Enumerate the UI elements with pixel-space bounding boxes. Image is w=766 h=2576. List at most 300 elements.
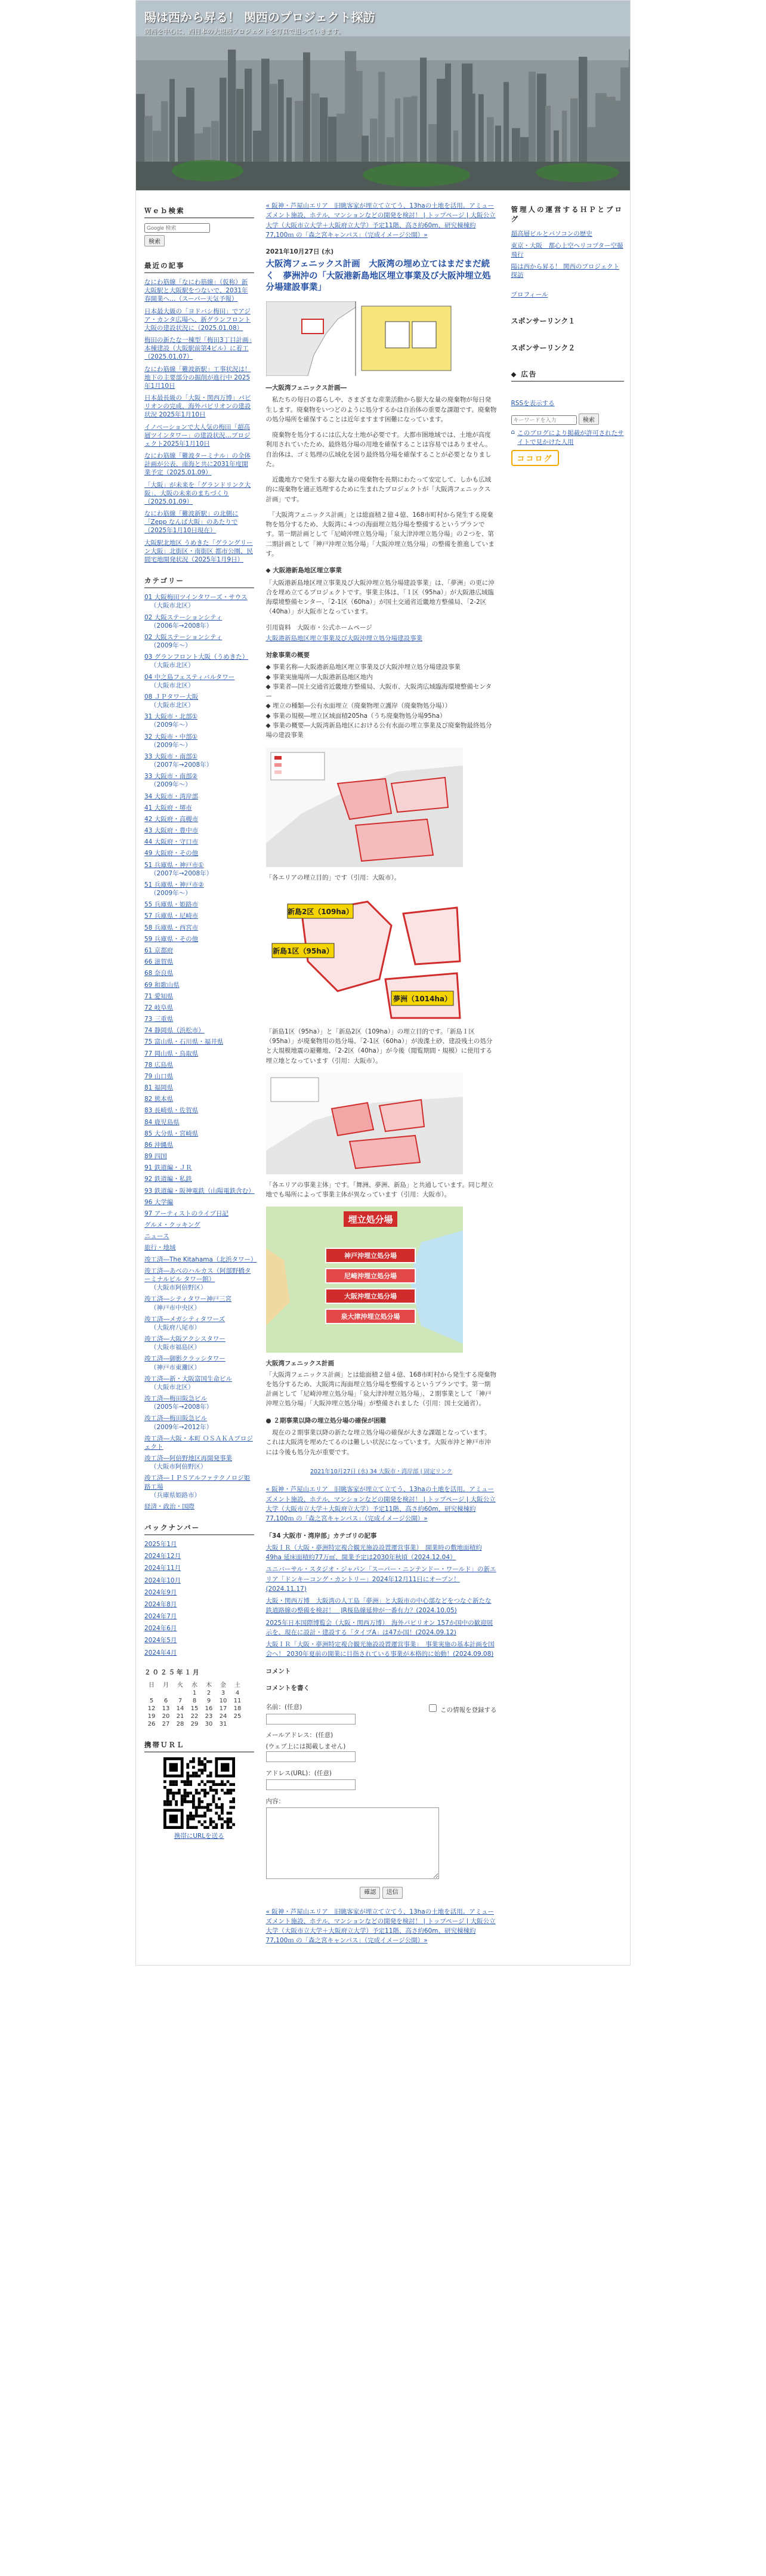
submit-button[interactable]: 送信 bbox=[382, 1887, 403, 1899]
remember-checkbox[interactable] bbox=[429, 1704, 437, 1712]
category-link[interactable]: 34 大阪市・湾岸部 bbox=[144, 792, 199, 800]
backnumber-link[interactable]: 2024年10月 bbox=[144, 1577, 181, 1584]
recent-post-link[interactable]: 日本最大級の「ヨドバシ梅田」でアジア・カンタ広場へ、新グランフロント大阪の建設状況に（2025.01.08） bbox=[144, 307, 251, 332]
recent-post-link[interactable]: なにわ筋線「難波新駅」工事状況は！地下の主要部分の掘削が進行中 2025年1月10日 bbox=[144, 365, 251, 390]
figure-4-caption: 「大阪湾フェニックス計画」とは総面積２億４億、168市町村から発生する廃棄物を処分するため、大阪湾に海面埋立処分場を整備するというプランです。第一期計画として「尼崎沖埋立処分場」「泉大津沖埋立処分場」、２期事業として「神戸沖埋立処分場」「大阪沖埋立処分場」が整備されました（引用：国土交通省）。 bbox=[265, 1371, 497, 1408]
paragraph-5: 「大阪港新島地区埋立事業及び大阪沖埋立処分場建設事業」は、「夢洲」の更に沖合を埋め立てるプロジェクトです。事業主体は、「１区（95ha）」が大阪港広域臨海環境整備センター、「2-1区（60ha）」が国土交通省近畿地方整備局、「2-2区（40ha）」が大阪市となっています。 bbox=[265, 579, 495, 616]
calendar-day[interactable]: 12 bbox=[147, 1705, 156, 1712]
calendar-day[interactable]: 10 bbox=[219, 1697, 227, 1704]
calendar-day[interactable]: 4 bbox=[235, 1689, 240, 1696]
page-wrapper bbox=[135, 0, 631, 1966]
category-link[interactable]: 31 大阪市・北部① bbox=[144, 713, 198, 721]
category-item bbox=[144, 1474, 254, 1500]
sponsor-link-1: スポンサーリンク１ bbox=[511, 317, 576, 326]
remember-label: この情報を登録する bbox=[440, 1707, 497, 1714]
category-item bbox=[144, 958, 254, 966]
category-item bbox=[144, 838, 254, 846]
overview-item: ◆ 事業名称―大阪港新島地区埋立事業及び大阪沖埋立処分場建設事業 bbox=[265, 664, 461, 671]
category-item bbox=[144, 653, 254, 670]
category-link[interactable]: 55 兵庫県・姫路市 bbox=[144, 901, 199, 909]
category-link[interactable]: 51 兵庫県・神戸市① bbox=[144, 861, 204, 869]
category-item bbox=[144, 1026, 254, 1035]
mobile-url-heading: 携帯ＵＲＬ bbox=[144, 1739, 254, 1753]
category-item bbox=[144, 593, 254, 610]
category-link[interactable]: 01 大阪梅田ツインタワーズ・サウス bbox=[144, 594, 248, 601]
calendar-weekday: 火 bbox=[177, 1682, 183, 1689]
category-sub-label: （神戸市東灘区） bbox=[150, 1363, 200, 1371]
category-link[interactable]: 84 鹿児島県 bbox=[144, 1118, 180, 1126]
category-sub-label: （2009年〜） bbox=[150, 642, 192, 650]
calendar-day[interactable] bbox=[144, 1689, 159, 1697]
paragraph-1: 私たちの毎日の暮らしや、さまざまな産業活動から膨大な量の廃棄物が毎日発生します。廃棄物をいつどのように処分するかは自治体の重要な課題です。廃棄物の処分場所を確保することは近年ますます困難になっています。 bbox=[265, 396, 497, 423]
calendar-day[interactable]: 24 bbox=[219, 1713, 227, 1720]
category-item bbox=[144, 1015, 254, 1023]
calendar-day[interactable] bbox=[159, 1689, 173, 1697]
post-footer-link[interactable]: 2021年10月27日 (水) 34 大阪市・湾岸部 | 固定リンク bbox=[310, 1468, 452, 1475]
category-sub-label: （2005年→2008年） bbox=[150, 1403, 213, 1411]
category-link[interactable]: 竣工済―メガシティタワーズ bbox=[144, 1315, 226, 1323]
backnumber-item bbox=[144, 1624, 254, 1633]
category-link[interactable]: 04 中之島フェスティバルタワー bbox=[144, 673, 235, 681]
backnumber-item bbox=[144, 1588, 254, 1597]
category-item bbox=[144, 1050, 254, 1058]
category-link[interactable]: 33 大阪市・南部② bbox=[144, 773, 198, 780]
related-post-link[interactable]: 大阪ＩＲ「大阪・夢洲特定複合観光施設設置運営事業」 事業実施の基本計画を国会へ！ 2030年夏前の開業に目指されている事業が本格的に始動！(2024.09.08) bbox=[265, 1641, 495, 1658]
category-sub-label: （大阪市北区） bbox=[150, 1383, 194, 1391]
category-item bbox=[144, 1221, 254, 1229]
backnumber-heading: バックナンバー bbox=[144, 1522, 254, 1535]
category-sub-label: （2007年→2008年） bbox=[150, 761, 213, 769]
category-link[interactable]: 96 大学編 bbox=[144, 1198, 174, 1206]
category-item bbox=[144, 815, 254, 823]
calendar-day[interactable]: 2 bbox=[206, 1689, 211, 1696]
recent-post-item bbox=[144, 278, 254, 304]
calendar-day[interactable]: 16 bbox=[205, 1705, 213, 1712]
category-item bbox=[144, 1244, 254, 1252]
overview-heading: 対象事業の概要 bbox=[265, 652, 310, 659]
category-link[interactable]: 71 愛知県 bbox=[144, 992, 174, 1000]
calendar-day[interactable]: 17 bbox=[219, 1705, 227, 1712]
category-link[interactable]: 32 大阪市・中部① bbox=[144, 733, 198, 741]
category-sub-label: （2006年→2008年） bbox=[150, 622, 213, 630]
calendar-weekday: 日 bbox=[149, 1682, 155, 1689]
calendar-weekday: 月 bbox=[163, 1682, 169, 1689]
category-link[interactable]: グルメ・クッキング bbox=[144, 1221, 200, 1229]
category-link[interactable]: 49 大阪府・その他 bbox=[144, 850, 199, 857]
backnumber-item bbox=[144, 1600, 254, 1609]
blog-title[interactable]: 陽は西から昇る！ 関西のプロジェクト探訪 bbox=[144, 10, 375, 24]
category-link[interactable]: 51 兵庫県・神戸市② bbox=[144, 881, 204, 889]
category-link[interactable]: 竣工済―The Kitahama（北浜タワー） bbox=[144, 1255, 257, 1263]
calendar bbox=[144, 1679, 245, 1728]
email-field[interactable] bbox=[266, 1751, 356, 1762]
name-field[interactable] bbox=[266, 1714, 356, 1724]
category-link[interactable]: 93 鉄道編・阪神電鉄（山陽電鉄含む） bbox=[144, 1187, 255, 1195]
bottom-post-navigation bbox=[266, 1485, 497, 1523]
figure-4-title: 大阪湾フェニックス計画 bbox=[265, 1360, 334, 1368]
category-link[interactable]: 85 大分県・宮崎県 bbox=[144, 1130, 199, 1137]
calendar-day[interactable]: 21 bbox=[176, 1713, 184, 1720]
category-item bbox=[144, 1395, 254, 1411]
send-url-link[interactable]: 携帯にURLを送る bbox=[174, 1832, 224, 1840]
category-link[interactable]: 79 山口県 bbox=[144, 1072, 174, 1080]
admin-site-item bbox=[511, 242, 625, 258]
recent-posts-list bbox=[144, 278, 254, 564]
calendar-week-row bbox=[144, 1689, 245, 1697]
backnumber-item bbox=[144, 1636, 254, 1645]
backnumber-link[interactable]: 2024年8月 bbox=[144, 1600, 177, 1608]
cocolog-note-link[interactable]: このブログにより掲載が許可されたサイトで見かけた人用 bbox=[517, 430, 624, 446]
overview-item: ◆ 事業の概要―大阪湾新島地区における公有水面の埋立事業及び廃棄物最終処分場の建設事業 bbox=[265, 721, 492, 739]
category-item bbox=[144, 881, 254, 897]
related-post-item bbox=[266, 1596, 497, 1616]
related-post-link[interactable]: 大阪ＩＲ（大阪・夢洲特定複合観光施設設置運営事業） 開業時の敷地面積約49ha 延床面積約77万㎡、開業予定は2030年秋頃（2024.12.04） bbox=[265, 1544, 482, 1562]
category-item bbox=[144, 849, 254, 857]
calendar-day[interactable]: 15 bbox=[190, 1705, 199, 1712]
web-search-heading: Ｗｅｂ検索 bbox=[144, 205, 254, 218]
category-sub-label: （大阪市阿倍野区） bbox=[150, 1284, 207, 1292]
calendar-day[interactable]: 3 bbox=[221, 1689, 226, 1696]
overview-item: ◆ 埋立の種類―公有水面埋立（廃棄物埋立護岸（廃棄物処分場）） bbox=[265, 702, 452, 710]
keyword-input[interactable] bbox=[511, 415, 577, 425]
category-item bbox=[144, 1164, 254, 1172]
category-item bbox=[144, 733, 254, 749]
paragraph-6: 現在の２期事業以降の新たな埋立処分場の確保が大きな課題となっています。これは大阪湾を埋めたてるのは難しい状況になっています。大阪市沖と神戸市沖には今後も処分先が重要です。 bbox=[265, 1429, 491, 1456]
calendar-weekday: 金 bbox=[220, 1682, 226, 1689]
calendar-weekday: 土 bbox=[234, 1682, 240, 1689]
paragraph-4: 「大阪湾フェニックス計画」とは総面積２億４億、168市町村から発生する廃棄物を処分するため、大阪湾に４つの海面埋立処分場を整備するというプランです。第一期計画として「尼崎沖埋立処分場」「泉大津沖埋立処分場」の２つを、第二期計画として「神戸沖埋立処分場」「大阪沖埋立処分場」の整備を推進しています。 bbox=[265, 511, 495, 557]
overview-list bbox=[266, 662, 497, 740]
category-item bbox=[144, 1187, 254, 1195]
figure-3-caption: 「各エリアの事業主体」です。「舞洲、夢洲、新島」と共通しています。同じ埋立地でも場所によって事業主体が異なっています（引用：大阪市）。 bbox=[265, 1181, 494, 1199]
category-sub-label: （大阪市阿倍野区） bbox=[150, 1463, 207, 1471]
calendar-day[interactable]: 22 bbox=[190, 1713, 199, 1720]
category-item bbox=[144, 1106, 254, 1115]
category-link[interactable]: 42 大阪府・高槻市 bbox=[144, 815, 199, 823]
category-item bbox=[144, 912, 254, 920]
backnumber-link[interactable]: 2025年1月 bbox=[144, 1541, 177, 1548]
calendar-day[interactable]: 20 bbox=[162, 1713, 170, 1720]
footer-post-navigation bbox=[266, 1907, 497, 1946]
category-link[interactable]: 57 兵庫県・尼崎市 bbox=[144, 912, 199, 920]
backnumber-item bbox=[144, 1649, 254, 1657]
post-date: 2021年10月27日 (水) bbox=[265, 248, 334, 256]
blog-header-banner bbox=[136, 1, 630, 190]
category-item bbox=[144, 1118, 254, 1127]
bay-overview-map-image bbox=[266, 301, 456, 376]
category-item bbox=[144, 1038, 254, 1046]
recent-post-link[interactable]: なにわ筋線「難波新駅」の北側に「Zepp なんば大阪」のあたりで（2025年1月10日現在） bbox=[144, 510, 239, 535]
category-link[interactable]: 91 鉄道編・ＪＲ bbox=[144, 1164, 192, 1172]
google-search-input[interactable] bbox=[144, 223, 210, 233]
category-item bbox=[144, 1375, 254, 1392]
category-sub-label: （2009年〜） bbox=[150, 890, 192, 897]
category-link[interactable]: 78 広島県 bbox=[144, 1061, 174, 1069]
category-link[interactable]: 竣工済―新・大阪富国生命ビル bbox=[144, 1375, 232, 1383]
new-island-zones-map-image bbox=[266, 890, 463, 1021]
category-link[interactable]: 竣工済―梅田阪急ビル bbox=[144, 1415, 207, 1423]
related-post-item bbox=[266, 1640, 497, 1659]
category-link[interactable]: 41 大阪府・堺市 bbox=[144, 804, 192, 812]
source-link[interactable]: 大阪港新島地区埋立事業及び大阪沖埋立処分場建設事業 bbox=[265, 634, 423, 642]
category-list bbox=[144, 593, 257, 1511]
category-item bbox=[144, 1175, 254, 1183]
category-link[interactable]: 旅行・地域 bbox=[144, 1244, 176, 1252]
category-item bbox=[144, 1315, 254, 1332]
related-post-link[interactable]: 大阪・関西万博 大阪湾の人工島「夢洲」と大阪市の中心部などをつなぐ新たな鉄道路線の整備を検討！ JR桜島線延伸が一番有力？(2024.10.05) bbox=[265, 1597, 492, 1615]
related-post-link[interactable]: 2025年日本国際博覧会（大阪・関西万博） 海外パビリオン 157か国中の歓迎展示を、現在に設計・建設する「タイプA」は47か国！(2024.09.12) bbox=[265, 1619, 493, 1636]
category-item bbox=[144, 633, 254, 650]
category-link[interactable]: 97 アーティストのライブ日記 bbox=[144, 1210, 228, 1217]
calendar-day[interactable]: 31 bbox=[219, 1720, 227, 1727]
category-link[interactable]: 竣工済―大阪アクシスタワー bbox=[144, 1335, 226, 1343]
category-item bbox=[144, 1130, 254, 1138]
category-link[interactable]: 86 沖縄県 bbox=[144, 1141, 174, 1149]
name-label: 名前：(任意) bbox=[265, 1704, 302, 1711]
category-item bbox=[144, 1255, 257, 1264]
category-link[interactable]: 74 静岡県（浜松市） bbox=[144, 1027, 205, 1035]
calendar-caption: ２０２５年１月 bbox=[144, 1668, 201, 1676]
category-link[interactable]: 68 奈良県 bbox=[144, 970, 174, 977]
category-link[interactable]: 竣工済―シティタワー神戸三宮 bbox=[144, 1295, 232, 1303]
web-search-button[interactable]: 検索 bbox=[144, 235, 165, 246]
backnumber-link[interactable]: 2024年5月 bbox=[144, 1637, 177, 1645]
category-item bbox=[144, 613, 254, 630]
category-link[interactable]: 58 兵庫県・西宮市 bbox=[144, 924, 199, 931]
category-link[interactable]: 73 三重県 bbox=[144, 1016, 174, 1023]
top-post-navigation bbox=[266, 201, 497, 240]
landfill-site-label: 泉大津沖埋立処分場 bbox=[341, 1313, 400, 1321]
url-field[interactable] bbox=[266, 1779, 356, 1790]
web-search-box bbox=[144, 223, 254, 233]
fig4-title-label: 埋立処分場 bbox=[348, 1214, 393, 1226]
calendar-day[interactable]: 9 bbox=[206, 1697, 211, 1704]
category-link[interactable]: 33 大阪市・南部① bbox=[144, 752, 198, 760]
category-link[interactable]: 竣工済―ＩＰＳアルファテクノロジ姫路工場 bbox=[144, 1474, 251, 1491]
category-link[interactable]: 69 和歌山県 bbox=[144, 981, 180, 989]
category-item bbox=[144, 1232, 254, 1241]
backnumber-item bbox=[144, 1612, 254, 1621]
category-item bbox=[144, 900, 254, 909]
overview-item: ◆ 事業の規模―埋立区域面積205ha（うち廃棄物処分場95ha） bbox=[265, 712, 446, 720]
category-link[interactable]: 02 大阪ステーションシティ bbox=[144, 613, 223, 621]
paragraph-3: 近畿地方で発生する膨大な量の廃棄物を長期にわたって安定して、しかも広域的に廃棄物を適正処理するために生まれたプロジェクトが「大阪湾フェニックス計画」です。 bbox=[265, 476, 492, 503]
category-link[interactable]: 竣工済―大阪・本町 ＯＳＡＫＡプロジェクト bbox=[144, 1434, 253, 1451]
category-link[interactable]: 竣工済―あべのハルカス（阿部野橋ターミナルビル タワー館） bbox=[144, 1267, 251, 1283]
label-yumeshima: 夢洲（1014ha） bbox=[393, 994, 452, 1003]
calendar-day[interactable]: 18 bbox=[233, 1705, 242, 1712]
overview-item: ◆ 事業実施場所―大阪港新島地区地内 bbox=[265, 673, 373, 681]
confirm-button[interactable]: 確認 bbox=[360, 1887, 380, 1899]
recent-post-link[interactable]: イノベーションで大人気の梅田「超高層ツインタワー」の建設状況…プロジェクト2025年1月10日 bbox=[144, 423, 251, 448]
label-new-island-2: 新島2区（109ha） bbox=[287, 907, 353, 916]
admin-site-link[interactable]: 東京・大阪 都心上空ヘリコプター空撮飛行 bbox=[511, 242, 623, 258]
category-item bbox=[144, 1355, 254, 1371]
related-post-item bbox=[266, 1618, 497, 1638]
recent-post-link[interactable]: なにわ筋線「なにわ筋線」（仮称）新大阪駅と大阪駅をつないで、2031年春開業へ…（スーパー天気予報） bbox=[144, 279, 248, 303]
category-item bbox=[144, 693, 254, 709]
overview-item: ◆ 事業者―国土交通省近畿地方整備局、大阪市、大阪湾広域臨海環境整備センター bbox=[265, 683, 492, 701]
calendar-day[interactable]: 30 bbox=[205, 1720, 213, 1727]
category-link[interactable]: 75 富山県・石川県・福井県 bbox=[144, 1038, 224, 1046]
category-sub-label: （神戸市中央区） bbox=[150, 1304, 200, 1312]
figure-2-caption: 「新島1区（95ha）」と「新島2区（109ha）」の埋立目的です。「新島１区（95ha）」が廃棄物用の処分場、「2-1区（60ha）」が浚渫土砂、建設残土の処分と大規模地震の避難地、「2-2区（40ha）」が今後（閲覧期間・規模）に使用する埋立地となっています（引用：大阪市）。 bbox=[265, 1028, 493, 1065]
footer-nav-links[interactable]: « 阪神・芦屋山エリア 旧眺客家が埋立て立てう、13haの土地を活用。アミューズメント施設、ホテル、マンションなどの開発を検討！ | トップページ | 大阪公立大学（大阪市立大学＋大阪府立大学）予定11階、高さ約60m、研究棟棟約77,100ｍ の「森之宮キャンパス」（完成イメージ公開）» bbox=[265, 1908, 496, 1945]
calendar-day[interactable]: 1 bbox=[192, 1689, 197, 1696]
related-post-item bbox=[266, 1543, 497, 1563]
backnumber-link[interactable]: 2024年4月 bbox=[144, 1649, 177, 1656]
category-item bbox=[144, 1434, 254, 1451]
calendar-head-row bbox=[144, 1679, 245, 1689]
recent-post-item bbox=[144, 423, 254, 449]
category-item bbox=[144, 1335, 254, 1352]
category-link[interactable]: 03 グランフロント大阪（うめきた） bbox=[144, 653, 249, 661]
left-sidebar bbox=[136, 201, 260, 1965]
write-comment-heading: コメントを書く bbox=[265, 1685, 310, 1692]
backnumber-link[interactable]: 2024年11月 bbox=[144, 1565, 181, 1572]
profile-link[interactable]: プロフィール bbox=[511, 291, 548, 299]
top-nav-links[interactable]: « 阪神・芦屋山エリア 旧眺客家が埋立て立てう、13haの土地を活用。アミューズメント施設、ホテル、マンションなどの開発を検討！ | トップページ | 大阪公立大学（大阪市立大学＋大阪府立大学）予定11階、高さ約60m、研究棟棟約77,100ｍ の「森之宮キャンパス」（完成イメージ公開）» bbox=[265, 202, 496, 239]
category-item bbox=[144, 861, 254, 878]
calendar-day[interactable]: 23 bbox=[205, 1713, 213, 1720]
category-sub-label: （2009年〜） bbox=[150, 741, 192, 749]
calendar-day[interactable]: 25 bbox=[233, 1713, 242, 1720]
category-sub-label: （2009年〜） bbox=[150, 781, 192, 789]
admin-sites-heading: 管理人の運営するＨＰとブログ bbox=[511, 205, 623, 224]
category-link[interactable]: 77 岡山県・鳥取県 bbox=[144, 1050, 199, 1057]
label-new-island-1: 新島1区（95ha） bbox=[272, 946, 333, 955]
calendar-day[interactable]: 26 bbox=[147, 1720, 156, 1727]
category-sub-label: （2009年→2012年） bbox=[150, 1423, 213, 1431]
category-item bbox=[144, 1004, 254, 1012]
calendar-week-row bbox=[144, 1697, 245, 1705]
category-heading: カテゴリー bbox=[144, 575, 254, 588]
calendar-day[interactable]: 5 bbox=[149, 1697, 154, 1704]
blog-search-button[interactable]: 検索 bbox=[579, 414, 599, 425]
category-link[interactable]: 竣工済―梅田阪急ビル bbox=[144, 1395, 207, 1403]
category-link[interactable]: 92 鉄道編・私鉄 bbox=[144, 1176, 192, 1183]
calendar-weekday: 木 bbox=[206, 1682, 212, 1689]
recent-post-link[interactable]: 梅田の新たな一棟型「梅田3丁目計画」本棟建設（大阪駅前第4ビル）に着工（2025.01.07） bbox=[144, 337, 252, 361]
category-link[interactable]: 02 大阪ステーションシティ bbox=[144, 633, 223, 641]
backnumber-link[interactable]: 2024年9月 bbox=[144, 1588, 177, 1596]
admin-site-item bbox=[511, 230, 625, 238]
category-item bbox=[144, 924, 254, 932]
category-link[interactable]: 89 四国 bbox=[144, 1153, 167, 1161]
category-link[interactable]: 66 滋賀県 bbox=[144, 958, 174, 966]
category-item bbox=[144, 1295, 254, 1312]
recent-post-link[interactable]: 大阪駅北地区 うめきた「グラングリーン大阪」北街区・南街区 都市公園、民間宅地開発状況（2025年1月9日） bbox=[144, 539, 253, 563]
calendar-week-row bbox=[144, 1705, 245, 1713]
cocolog-logo[interactable]: ココログ bbox=[511, 450, 559, 466]
difficulty-heading: ● ２期事業以降の埋立処分場の確保が困難 bbox=[265, 1417, 387, 1424]
backnumber-link[interactable]: 2024年12月 bbox=[144, 1553, 181, 1560]
related-post-link[interactable]: ユニバーサル・スタジオ・ジャパン「スーパー・ニンテンドー・ワールド」の新エリア「ドンキーコング・カントリー」2024年12月11日にオープン！(2024.11.17) bbox=[265, 1566, 496, 1593]
comment-body-field[interactable] bbox=[266, 1807, 439, 1879]
category-sub-label: （兵庫県姫路市） bbox=[150, 1491, 200, 1499]
related-post-item bbox=[266, 1565, 497, 1594]
category-sub-label: （大阪市北区） bbox=[150, 681, 194, 689]
post-title[interactable]: 大阪湾フェニックス計画 大阪湾の埋め立てはまだまだ続く 夢洲沖の「大阪港新島地区埋立事業及び大阪沖埋立処分場建設事業」 bbox=[265, 260, 491, 293]
category-item bbox=[144, 1267, 254, 1292]
category-link[interactable]: 59 兵庫県・その他 bbox=[144, 935, 199, 943]
rss-link[interactable]: RSSを表示する bbox=[511, 400, 555, 408]
backnumber-link[interactable]: 2024年6月 bbox=[144, 1625, 177, 1633]
admin-sites-list bbox=[511, 230, 625, 279]
blog-description: 関西を中心に、西日本の大規模プロジェクトを写真で追っていきます。 bbox=[144, 28, 344, 35]
category-item bbox=[144, 1072, 254, 1081]
calendar-day[interactable]: 13 bbox=[162, 1705, 170, 1712]
category-link[interactable]: 44 大阪府・守口市 bbox=[144, 838, 199, 846]
email-label: メールアドレス：(任意) bbox=[265, 1732, 333, 1739]
category-link[interactable]: 竣工済―御影クラッシタワー bbox=[144, 1355, 226, 1363]
backnumber-item bbox=[144, 1540, 254, 1548]
qr-code-image bbox=[163, 1757, 235, 1829]
category-item bbox=[144, 1454, 254, 1471]
category-link[interactable]: ニュース bbox=[144, 1233, 169, 1241]
calendar-day[interactable] bbox=[230, 1720, 245, 1728]
calendar-day[interactable]: 8 bbox=[192, 1697, 197, 1704]
backnumber-link[interactable]: 2024年7月 bbox=[144, 1613, 177, 1621]
recent-post-item bbox=[144, 307, 254, 333]
category-link[interactable]: 43 大阪府・豊中市 bbox=[144, 827, 199, 835]
recent-post-item bbox=[144, 510, 254, 535]
recent-post-item bbox=[144, 452, 254, 477]
main-content bbox=[260, 201, 504, 1965]
zone-purpose-map-image bbox=[266, 748, 463, 867]
body-label: 内容： bbox=[265, 1797, 285, 1805]
category-link[interactable]: 竣工済―阿倍野地区再開発事業 bbox=[144, 1455, 232, 1463]
ad-heading-label: 広告 bbox=[521, 370, 538, 379]
recent-post-link[interactable]: なにわ筋線「難波ターミナル」の全体計画が公表、南海と共に2031年度開業予定（2025.01.09） bbox=[144, 452, 251, 477]
category-sub-label: （大阪市北区） bbox=[150, 602, 194, 610]
category-link[interactable]: 81 福岡県 bbox=[144, 1084, 174, 1092]
category-link[interactable]: 経済・政治・国際 bbox=[144, 1503, 194, 1510]
email-sub-label: (ウェブ上には掲載しません) bbox=[265, 1742, 346, 1750]
category-link[interactable]: 72 岐阜県 bbox=[144, 1004, 174, 1011]
category-item bbox=[144, 712, 254, 729]
calendar-day[interactable]: 28 bbox=[176, 1720, 184, 1727]
calendar-day[interactable]: 14 bbox=[176, 1705, 184, 1712]
landfill-site-label: 神戸沖埋立処分場 bbox=[344, 1252, 397, 1260]
calendar-day[interactable]: 7 bbox=[178, 1697, 183, 1704]
calendar-day[interactable]: 11 bbox=[233, 1697, 242, 1704]
category-link[interactable]: 08 ＪＰタワー大阪 bbox=[144, 693, 199, 701]
category-item bbox=[144, 1095, 254, 1103]
admin-site-link[interactable]: 超高層ビルとパソコンの歴史 bbox=[511, 230, 592, 238]
category-link[interactable]: 83 長崎県・佐賀県 bbox=[144, 1107, 199, 1115]
bottom-nav-links[interactable]: « 阪神・芦屋山エリア 旧眺客家が埋立て立てう、13haの土地を活用。アミューズメント施設、ホテル、マンションなどの開発を検討！ | トップページ | 大阪公立大学（大阪市立大学＋大阪府立大学）予定11階、高さ約60m、研究棟棟約77,100ｍ の「森之宮キャンパス」（完成イメージ公開）» bbox=[265, 1486, 496, 1523]
category-link[interactable]: 61 京都府 bbox=[144, 947, 174, 954]
calendar-day[interactable]: 6 bbox=[163, 1697, 168, 1704]
calendar-day[interactable]: 19 bbox=[147, 1713, 156, 1720]
related-posts-list bbox=[266, 1543, 497, 1659]
calendar-weekday: 水 bbox=[192, 1682, 197, 1689]
calendar-day[interactable]: 27 bbox=[162, 1720, 170, 1727]
admin-site-link[interactable]: 陽は西から昇る！ 関西のプロジェクト探訪 bbox=[511, 263, 620, 279]
category-item bbox=[144, 1061, 254, 1069]
recent-post-link[interactable]: 日本最長級の「大阪・関西万博」パビリオンの完成、海外パビリオンの建設状況 2025年1月10日 bbox=[144, 394, 251, 419]
category-item bbox=[144, 792, 254, 801]
category-link[interactable]: 82 熊本県 bbox=[144, 1096, 174, 1103]
category-sub-label: （2007年→2008年） bbox=[150, 869, 213, 877]
recent-post-link[interactable]: 「大阪」が未来を「グランドリンク大阪」、大阪の未来のまちづくり（2025.01.09） bbox=[144, 481, 251, 505]
comments-heading: コメント bbox=[265, 1667, 291, 1675]
calendar-day[interactable] bbox=[173, 1689, 187, 1697]
backnumber-list bbox=[144, 1540, 254, 1657]
calendar-day[interactable]: 29 bbox=[190, 1720, 199, 1727]
phoenix-plan-map-image bbox=[266, 1207, 463, 1353]
